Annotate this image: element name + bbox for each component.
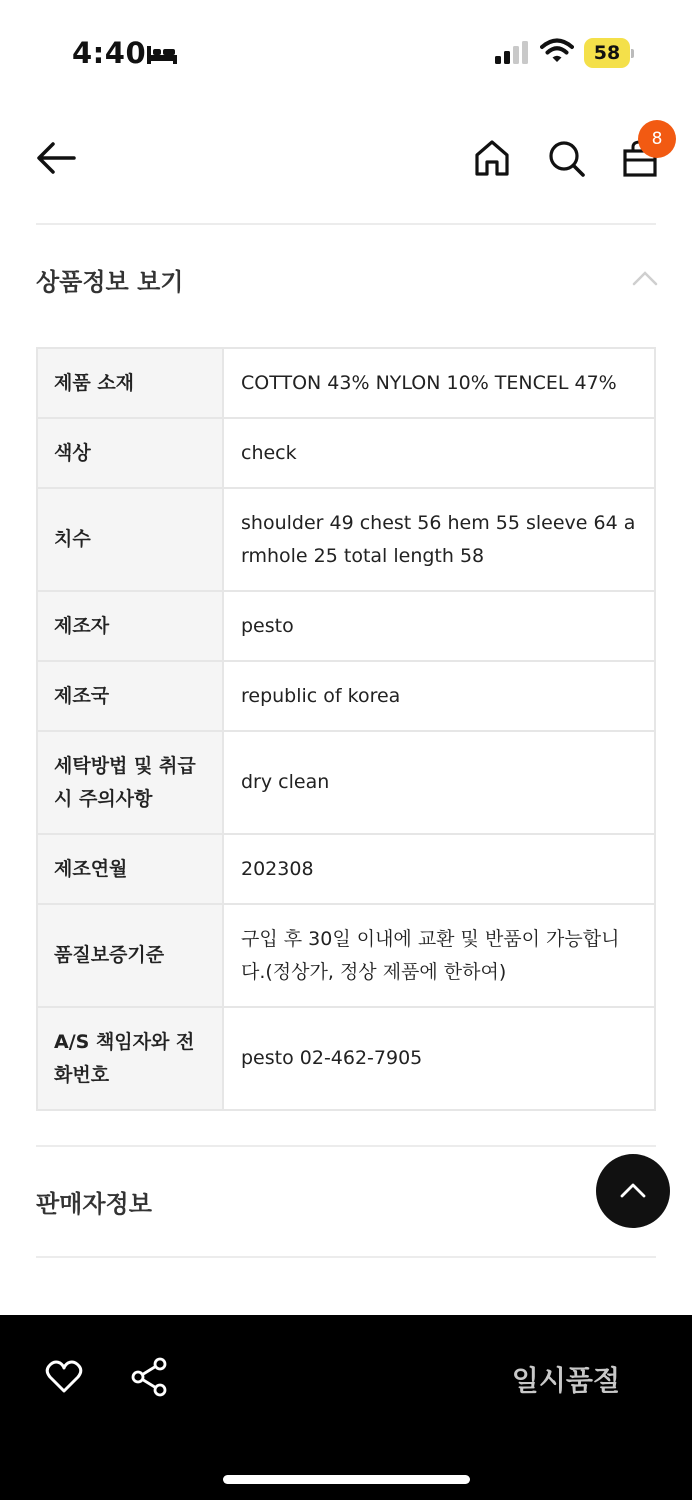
table-row (37, 731, 655, 834)
section-divider (36, 1145, 656, 1147)
wifi-icon (540, 38, 574, 68)
chevron-up-icon (619, 1178, 647, 1204)
bottom-action-bar (0, 1315, 692, 1500)
row-value: check (223, 418, 655, 488)
row-value: shoulder 49 chest 56 hem 55 sleeve 64 armhole 25 total length 58 (223, 488, 655, 591)
table-row (37, 904, 655, 1007)
row-label: 제조연월 (37, 834, 223, 904)
product-info-table (36, 347, 656, 1111)
row-label: 치수 (37, 488, 223, 591)
status-time: 4:40 (72, 36, 147, 70)
signal-icon (494, 40, 530, 68)
seller-info-title[interactable]: 판매자정보 (36, 1190, 152, 1218)
scroll-to-top-button[interactable] (596, 1154, 670, 1228)
table-row (37, 1007, 655, 1110)
seller-divider (36, 1256, 656, 1258)
row-label: A/S 책임자와 전화번호 (37, 1007, 223, 1110)
row-value: dry clean (223, 731, 655, 834)
row-label: 제조국 (37, 661, 223, 731)
row-value: 202308 (223, 834, 655, 904)
table-row (37, 591, 655, 661)
table-row (37, 488, 655, 591)
bed-icon (146, 42, 178, 70)
table-row (37, 661, 655, 731)
row-value: pesto (223, 591, 655, 661)
row-label: 세탁방법 및 취급시 주의사항 (37, 731, 223, 834)
row-value: COTTON 43% NYLON 10% TENCEL 47% (223, 348, 655, 418)
row-label: 색상 (37, 418, 223, 488)
row-label: 품질보증기준 (37, 904, 223, 1007)
table-row (37, 348, 655, 418)
share-icon[interactable] (130, 1357, 168, 1401)
top-nav-header (0, 100, 692, 220)
battery-tip (631, 49, 634, 58)
battery-indicator (584, 38, 634, 68)
back-arrow-icon[interactable] (34, 138, 78, 182)
home-icon[interactable] (472, 138, 512, 182)
status-bar (0, 0, 692, 100)
table-row (37, 834, 655, 904)
home-indicator[interactable] (223, 1475, 470, 1484)
table-row (37, 418, 655, 488)
product-info-title[interactable]: 상품정보 보기 (36, 268, 184, 296)
row-value: 구입 후 30일 이내에 교환 및 반품이 가능합니다.(정상가, 정상 제품에 한하여) (223, 904, 655, 1007)
row-label: 제품 소재 (37, 348, 223, 418)
battery-level: 58 (593, 42, 621, 64)
header-divider (36, 223, 656, 225)
search-icon[interactable] (546, 138, 586, 182)
sold-out-label: 일시품절 (511, 1364, 620, 1397)
row-label: 제조자 (37, 591, 223, 661)
row-value: republic of korea (223, 661, 655, 731)
cart-count-badge: 8 (638, 120, 676, 158)
chevron-up-icon[interactable] (632, 270, 658, 290)
row-value: pesto 02-462-7905 (223, 1007, 655, 1110)
heart-icon[interactable] (45, 1359, 83, 1399)
